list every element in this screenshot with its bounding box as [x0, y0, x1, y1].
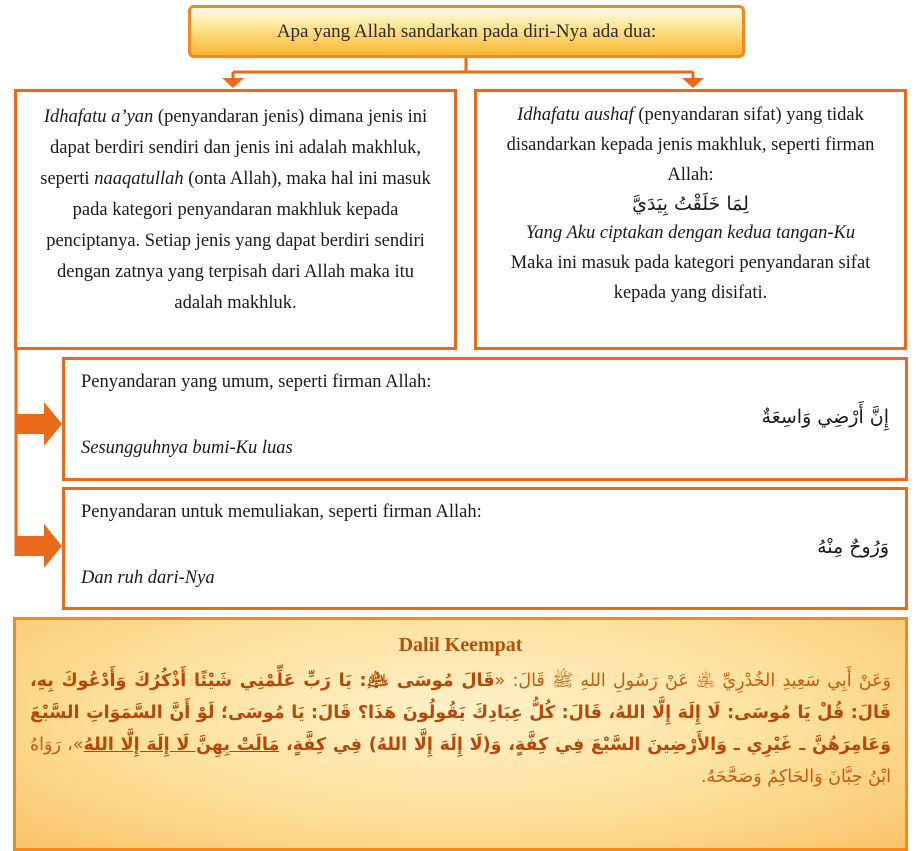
idhafatu-aushaf-box — [474, 89, 907, 350]
diagram-title: Apa yang Allah sandarkan pada diri-Nya ada dua: — [276, 20, 657, 42]
dalil-keempat-box — [13, 617, 908, 851]
dalil-part-3: مَالَتْ بِهِنَّ لَا إِلَهَ إِلَّا اللهُ — [83, 735, 280, 755]
idhafatu-ayan-term: Idhafatu a’yan — [43, 107, 154, 127]
aushaf-translation: Yang Aku ciptakan dengan kedua tangan-Ku — [525, 223, 856, 243]
general-translation: Sesungguhnya bumi-Ku luas — [81, 438, 293, 458]
dalil-part-1: وَعَنْ أَبِي سَعِيدِ الخُدْرِيِّ ﵁ عَنْ رَسُولِ اللهِ ﷺ قَالَ: « — [494, 671, 891, 691]
idhafatu-ayan-text-2: (onta Allah), maka hal ini masuk pada kategori penyandaran makhluk kepada penciptanya. Setiap jenis yang dapat berdiri sendiri dengan zatnya yang terpisah dari Allah maka itu adalah makhluk. — [46, 169, 431, 313]
idhafatu-ayan-box — [14, 89, 457, 350]
diagram-title-box — [188, 5, 745, 58]
aushaf-arabic-verse: لِمَا خَلَقْتُ بِيَدَيَّ — [632, 193, 749, 215]
dalil-part-4: »، رَوَاهُ ابْنُ حِبَّانَ وَالحَاكِمُ وَصَحَّحَهُ. — [30, 735, 891, 787]
general-attribution-box — [62, 357, 908, 481]
general-arabic-verse: إِنَّ أَرْضِي وَاسِعَةٌ — [761, 406, 889, 428]
left-branch-arrow — [222, 78, 244, 88]
general-attribution-text: Penyandaran yang umum, seperti firman Allah: — [81, 372, 432, 392]
idhafatu-ayan-text-1: (penyandaran jenis) dimana jenis ini dapat berdiri sendiri dan jenis ini adalah makhluk, seperti — [40, 107, 428, 189]
naaqatullah-example: naaqatullah — [94, 169, 184, 189]
honor-arabic-verse: وَرُوحٌ مِنْهُ — [817, 536, 889, 558]
idhafatu-aushaf-term: Idhafatu aushaf — [517, 105, 634, 125]
honor-attribution-text: Penyandaran untuk memuliakan, seperti firman Allah: — [81, 502, 482, 522]
aushaf-conclusion: Maka ini masuk pada kategori penyandaran sifat kepada yang disifati. — [510, 253, 871, 303]
idhafatu-aushaf-text-1: (penyandaran sifat) yang tidak disandarkan kepada jenis makhluk, seperti firman Allah: — [506, 105, 875, 185]
dalil-hadith-text — [30, 665, 891, 793]
arrow-to-general — [16, 402, 62, 446]
dalil-part-2: قَالَ مُوسَى ﵇: يَا رَبِّ عَلِّمْنِي شَيْئًا أَذْكُرُكَ وَأَدْعُوكَ بِهِ، قَالَ: قُلْ يَا مُوسَى: لَا إِلَهَ إِلَّا اللهُ، قَالَ: كُلُّ عِبَادِكَ يَقُولُونَ هَذَا؟ قَالَ: يَا مُوسَى؛ لَوْ أَنَّ السَّمَوَاتِ السَّبْعَ وَعَامِرَهُنَّ ـ غَيْرِي ـ وَالأَرْضِينَ السَّبْعَ فِي كِفَّةٍ، وَ(لَا إِلَهَ إِلَّا اللهُ) فِي كِفَّةٍ، — [30, 671, 892, 755]
honor-translation: Dan ruh dari-Nya — [81, 568, 215, 588]
right-branch-arrow — [682, 78, 704, 88]
honor-attribution-box — [62, 487, 908, 610]
arrow-to-honor — [16, 524, 62, 568]
dalil-title: Dalil Keempat — [398, 634, 523, 656]
